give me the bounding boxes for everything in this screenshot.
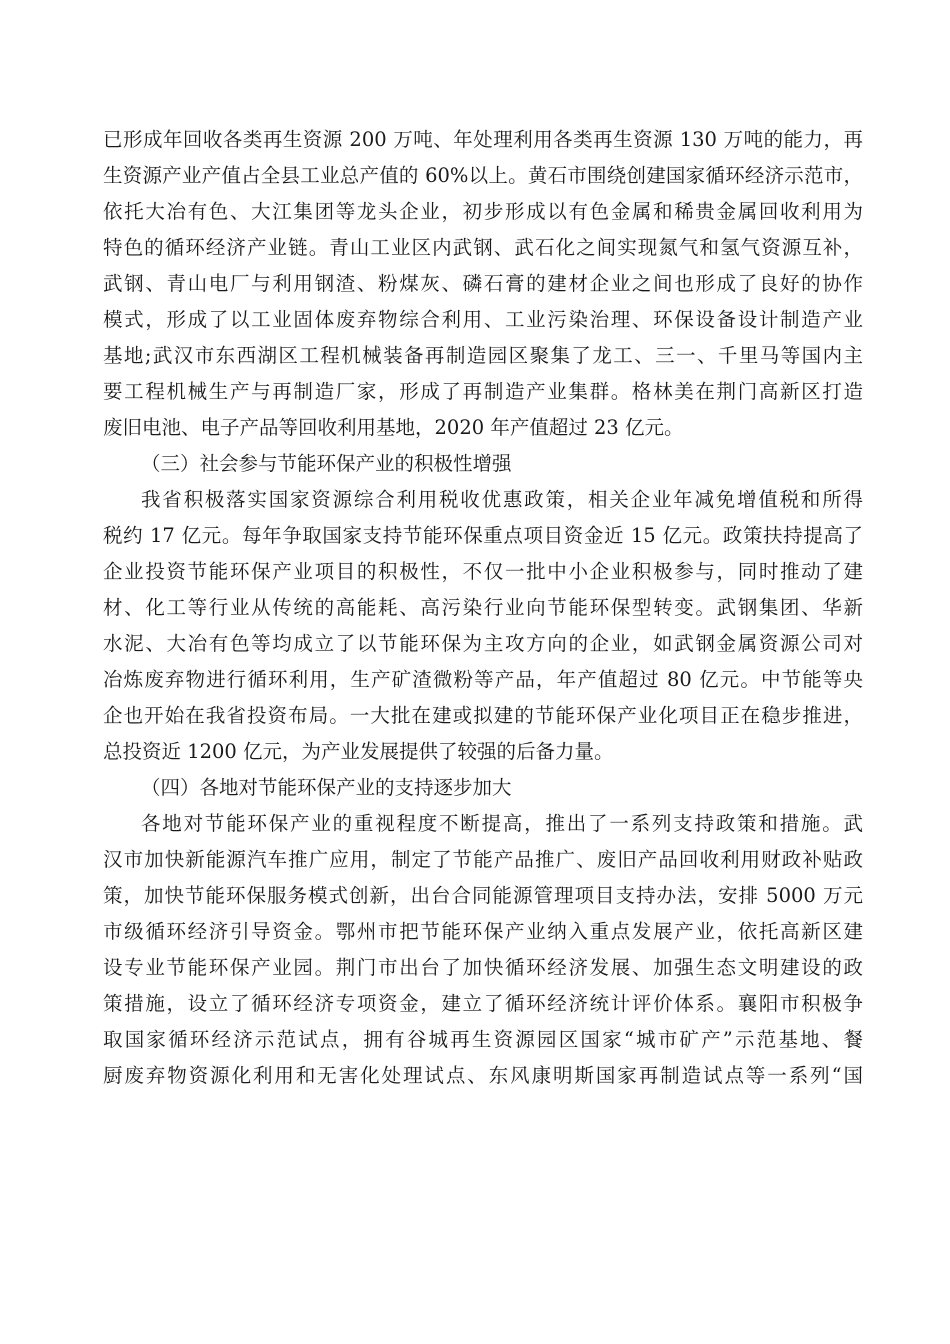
- section-heading: （三）社会参与节能环保产业的积极性增强: [141, 452, 512, 475]
- paragraph-line: 废旧电池、电子产品等回收利用基地，2020 年产值超过 23 亿元。: [103, 416, 684, 439]
- paragraph-line: 武钢、青山电厂与利用钢渣、粉煤灰、磷石膏的建材企业之间也形成了良好的协作: [103, 272, 863, 295]
- paragraph-line: 冶炼废弃物进行循环利用，生产矿渣微粉等产品，年产值超过 80 亿元。中节能等央: [103, 668, 863, 691]
- paragraph-line: 厨废弃物资源化利用和无害化处理试点、东风康明斯国家再制造试点等一系列“国: [103, 1064, 863, 1087]
- paragraph-line: 企也开始在我省投资布局。一大批在建或拟建的节能环保产业化项目正在稳步推进，: [103, 704, 863, 727]
- paragraph-line: 市级循环经济引导资金。鄂州市把节能环保产业纳入重点发展产业，依托高新区建: [103, 920, 863, 943]
- paragraph-line: 模式，形成了以工业固体废弃物综合利用、工业污染治理、环保设备设计制造产业: [103, 308, 863, 331]
- paragraph-line: 依托大冶有色、大江集团等龙头企业，初步形成以有色金属和稀贵金属回收利用为: [103, 200, 863, 223]
- paragraph-line: 总投资近 1200 亿元，为产业发展提供了较强的后备力量。: [103, 740, 614, 763]
- paragraph-line: 各地对节能环保产业的重视程度不断提高，推出了一系列支持政策和措施。武: [141, 812, 863, 835]
- paragraph-line: 取国家循环经济示范试点，拥有谷城再生资源园区国家“城市矿产”示范基地、餐: [103, 1028, 863, 1051]
- paragraph-line: 特色的循环经济产业链。青山工业区内武钢、武石化之间实现氮气和氢气资源互补，: [103, 236, 863, 259]
- paragraph-line: 基地;武汉市东西湖区工程机械装备再制造园区聚集了龙工、三一、千里马等国内主: [103, 344, 863, 367]
- paragraph-line: 企业投资节能环保产业项目的积极性，不仅一批中小企业积极参与，同时推动了建: [103, 560, 863, 583]
- paragraph-line: 策措施，设立了循环经济专项资金，建立了循环经济统计评价体系。襄阳市积极争: [103, 992, 863, 1015]
- paragraph-line: 我省积极落实国家资源综合利用税收优惠政策，相关企业年减免增值税和所得: [141, 488, 863, 511]
- paragraph-line: 税约 17 亿元。每年争取国家支持节能环保重点项目资金近 15 亿元。政策扶持提高了: [103, 524, 863, 547]
- paragraph-line: 水泥、大冶有色等均成立了以节能环保为主攻方向的企业，如武钢金属资源公司对: [103, 632, 863, 655]
- paragraph-line: 已形成年回收各类再生资源 200 万吨、年处理利用各类再生资源 130 万吨的能力，再: [103, 128, 863, 151]
- paragraph-line: 汉市加快新能源汽车推广应用，制定了节能产品推广、废旧产品回收利用财政补贴政: [103, 848, 863, 871]
- paragraph-line: 要工程机械生产与再制造厂家，形成了再制造产业集群。格林美在荆门高新区打造: [103, 380, 863, 403]
- paragraph-line: 设专业节能环保产业园。荆门市出台了加快循环经济发展、加强生态文明建设的政: [103, 956, 863, 979]
- paragraph-line: 生资源产业产值占全县工业总产值的 60%以上。黄石市围绕创建国家循环经济示范市，: [103, 164, 863, 187]
- section-heading: （四）各地对节能环保产业的支持逐步加大: [141, 776, 512, 799]
- paragraph-line: 材、化工等行业从传统的高能耗、高污染行业向节能环保型转变。武钢集团、华新: [103, 596, 863, 619]
- paragraph-line: 策，加快节能环保服务模式创新，出台合同能源管理项目支持办法，安排 5000 万元: [103, 884, 863, 907]
